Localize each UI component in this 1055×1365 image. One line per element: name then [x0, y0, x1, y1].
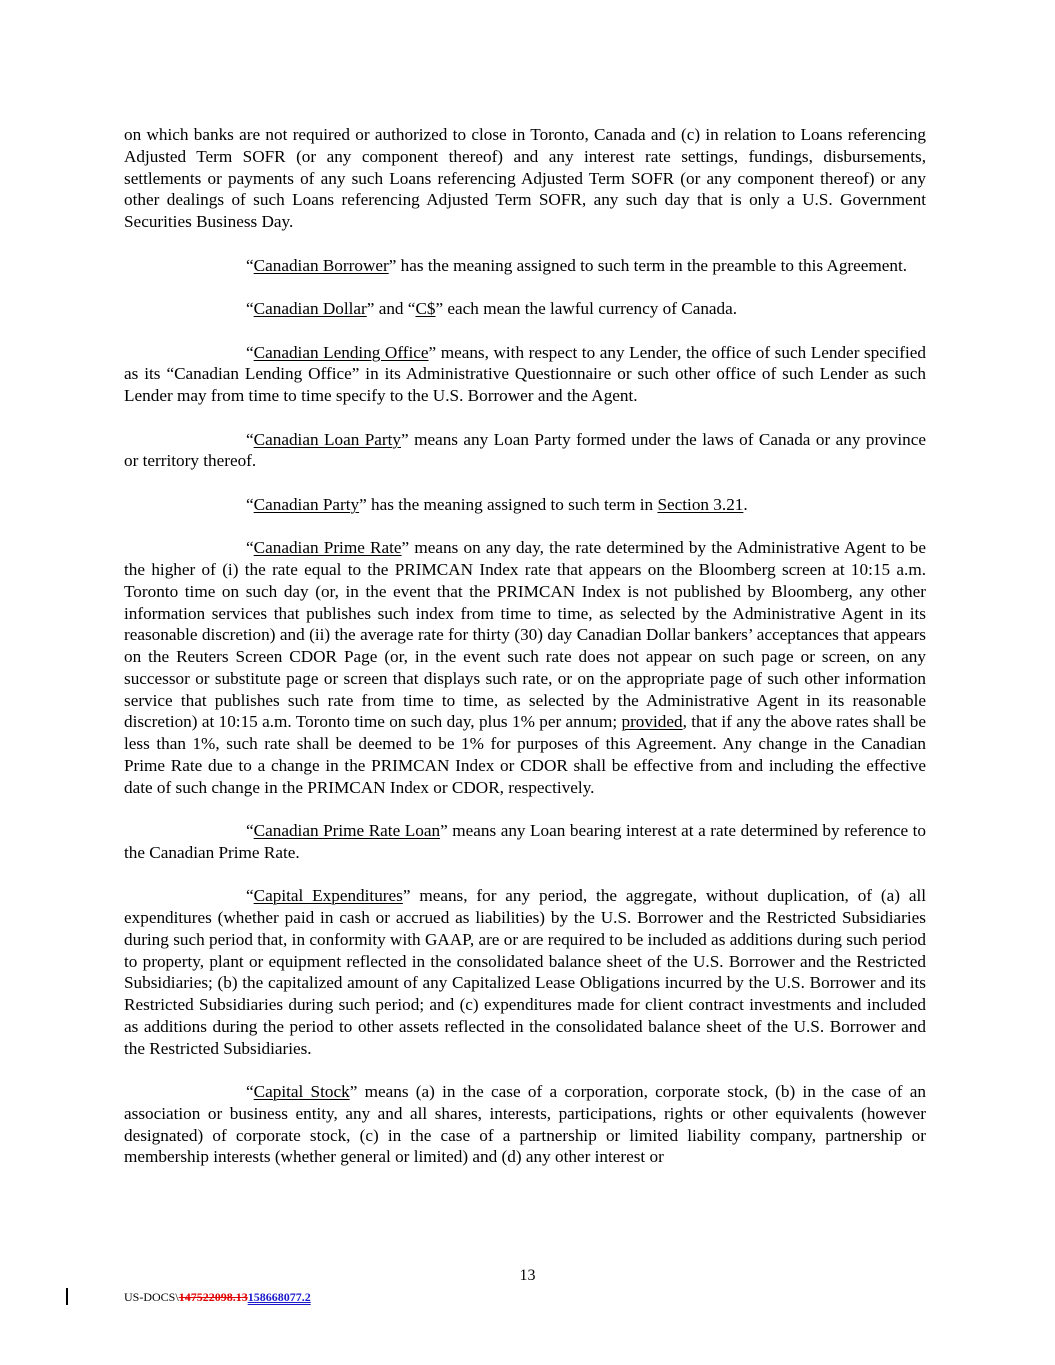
text-segment: ” means, for any period, the aggregate, without duplication, of (a) all expenditures (whether paid in cash or accrued as liabilities) by the U.S. Borrower and the Restricted Subsidiaries during such period that, in conformity with GAAP, are or are required to be included as additions during such period to property, plant or equipment reflected in the consolidated balance sheet of the U.S. Borrower and the Restricted Subsidiaries; (b) the capitalized amount of any Capitalized Lease Obligations incurred by the U.S. Borrower and its Restricted Subsidiaries during such period; and (c) expenditures made for client contract investments and included as additions during the period to other assets reflected in the consolidated balance sheet of the U.S. Borrower and the Restricted Subsidiaries. [124, 886, 926, 1058]
paragraph [124, 255, 926, 277]
text-segment: “ [246, 821, 254, 840]
text-segment: ” has the meaning assigned to such term in the preamble to this Agreement. [388, 255, 908, 275]
text-segment: ” means any Loan bearing interest at a rate determined by reference to the Canadian Prime Rate. [124, 821, 926, 862]
text-segment: ” each mean the lawful currency of Canada. [435, 299, 738, 318]
defined-term: Canadian Lending Office [253, 342, 429, 362]
text-segment: ” has the meaning assigned to such term in [359, 494, 658, 514]
defined-term: Canadian Loan Party [253, 429, 402, 449]
text-segment: ” means, with respect to any Lender, the office of such Lender specified as its “Canadian Lending Office” in its Administrative Questionnaire or such other office of such Lender as such Lender may from time to time specify to the U.S. Borrower and the Agent. [124, 342, 927, 405]
change-bar [66, 1288, 68, 1305]
doc-id-deleted: 147522098.13 [178, 1290, 248, 1304]
defined-term: Canadian Prime Rate [253, 538, 402, 558]
paragraph [124, 537, 926, 798]
paragraph [124, 885, 926, 1059]
defined-term: Canadian Dollar [253, 299, 367, 318]
doc-prefix: US-DOCS\ [124, 1290, 179, 1304]
text-segment: ” means any Loan Party formed under the laws of Canada or any province or territory thereof. [124, 429, 926, 471]
text-segment: “ [246, 299, 254, 318]
defined-term: C$ [415, 299, 436, 318]
document-body [124, 124, 926, 1190]
text-segment: “ [246, 494, 254, 514]
defined-term: Capital Stock [253, 1082, 350, 1101]
paragraph [124, 494, 926, 516]
paragraph [124, 1081, 926, 1168]
defined-term: Canadian Party [253, 494, 360, 514]
document-id [124, 1290, 311, 1305]
text-segment: ” and “ [366, 299, 416, 318]
text-segment: “ [246, 255, 254, 275]
text-segment: “ [246, 886, 254, 906]
paragraph [124, 342, 926, 407]
paragraph [124, 820, 926, 864]
defined-term: provided [621, 712, 683, 732]
paragraph [124, 298, 926, 320]
page-number: 13 [519, 1267, 536, 1284]
text-segment: . [743, 494, 748, 514]
defined-term: Canadian Borrower [253, 255, 389, 275]
paragraph [124, 429, 926, 473]
doc-id-inserted: 158668077.2 [247, 1290, 311, 1304]
paragraph [124, 124, 926, 233]
text-segment: on which banks are not required or authorized to close in Toronto, Canada and (c) in relation to Loans referencing Adjusted Term SOFR (or any component thereof) and any interest rate settings, fundings, disbursements, settlements or payments of any such Loans referencing Adjusted Term SOFR (or any component thereof) or any other dealings of such Loans referencing Adjusted Term SOFR, any such day that is only a U.S. Government Securities Business Day. [124, 125, 926, 231]
defined-term: Canadian Prime Rate Loan [253, 821, 441, 840]
defined-term: Capital Expenditures [253, 886, 403, 906]
defined-term: Section 3.21 [657, 494, 744, 514]
text-segment: ” means on any day, the rate determined by the Administrative Agent to be the higher of (i) the rate equal to the PRIMCAN Index rate that appears on the Bloomberg screen at 10:15 a.m. Toronto time on such day (or, in the event that the PRIMCAN Index is not published by Bloomberg, any other information services that publishes such index from time to time, as selected by the Administrative Agent in its reasonable discretion) and (ii) the average rate for thirty (30) day Canadian Dollar bankers’ acceptances that appears on the Reuters Screen CDOR Page (or, in the event such rate does not appear on such page or screen, on any successor or substitute page or screen that displays such rate, or on the appropriate page of such other information service that publishes such rate from time to time, as selected by the Administrative Agent in its reasonable discretion) at 10:15 a.m. Toronto time on such day, plus 1% per annum; [124, 538, 926, 732]
text-segment: “ [246, 538, 254, 558]
text-segment: , that if any the above rates shall be less than 1%, such rate shall be deemed to be 1% for purposes of this Agreement. Any change in the Canadian Prime Rate due to a change in the PRIMCAN Index or CDOR shall be effective from and including the effective date of such change in the PRIMCAN Index or CDOR, respectively. [124, 712, 926, 797]
text-segment: “ [246, 1082, 254, 1101]
text-segment: ” means (a) in the case of a corporation, corporate stock, (b) in the case of an association or business entity, any and all shares, interests, participations, rights or other equivalents (however designated) of corporate stock, (c) in the case of a partnership or limited liability company, partnership or membership interests (whether general or limited) and (d) any other interest or [124, 1082, 926, 1167]
text-segment: “ [246, 342, 254, 362]
text-segment: “ [246, 429, 254, 449]
